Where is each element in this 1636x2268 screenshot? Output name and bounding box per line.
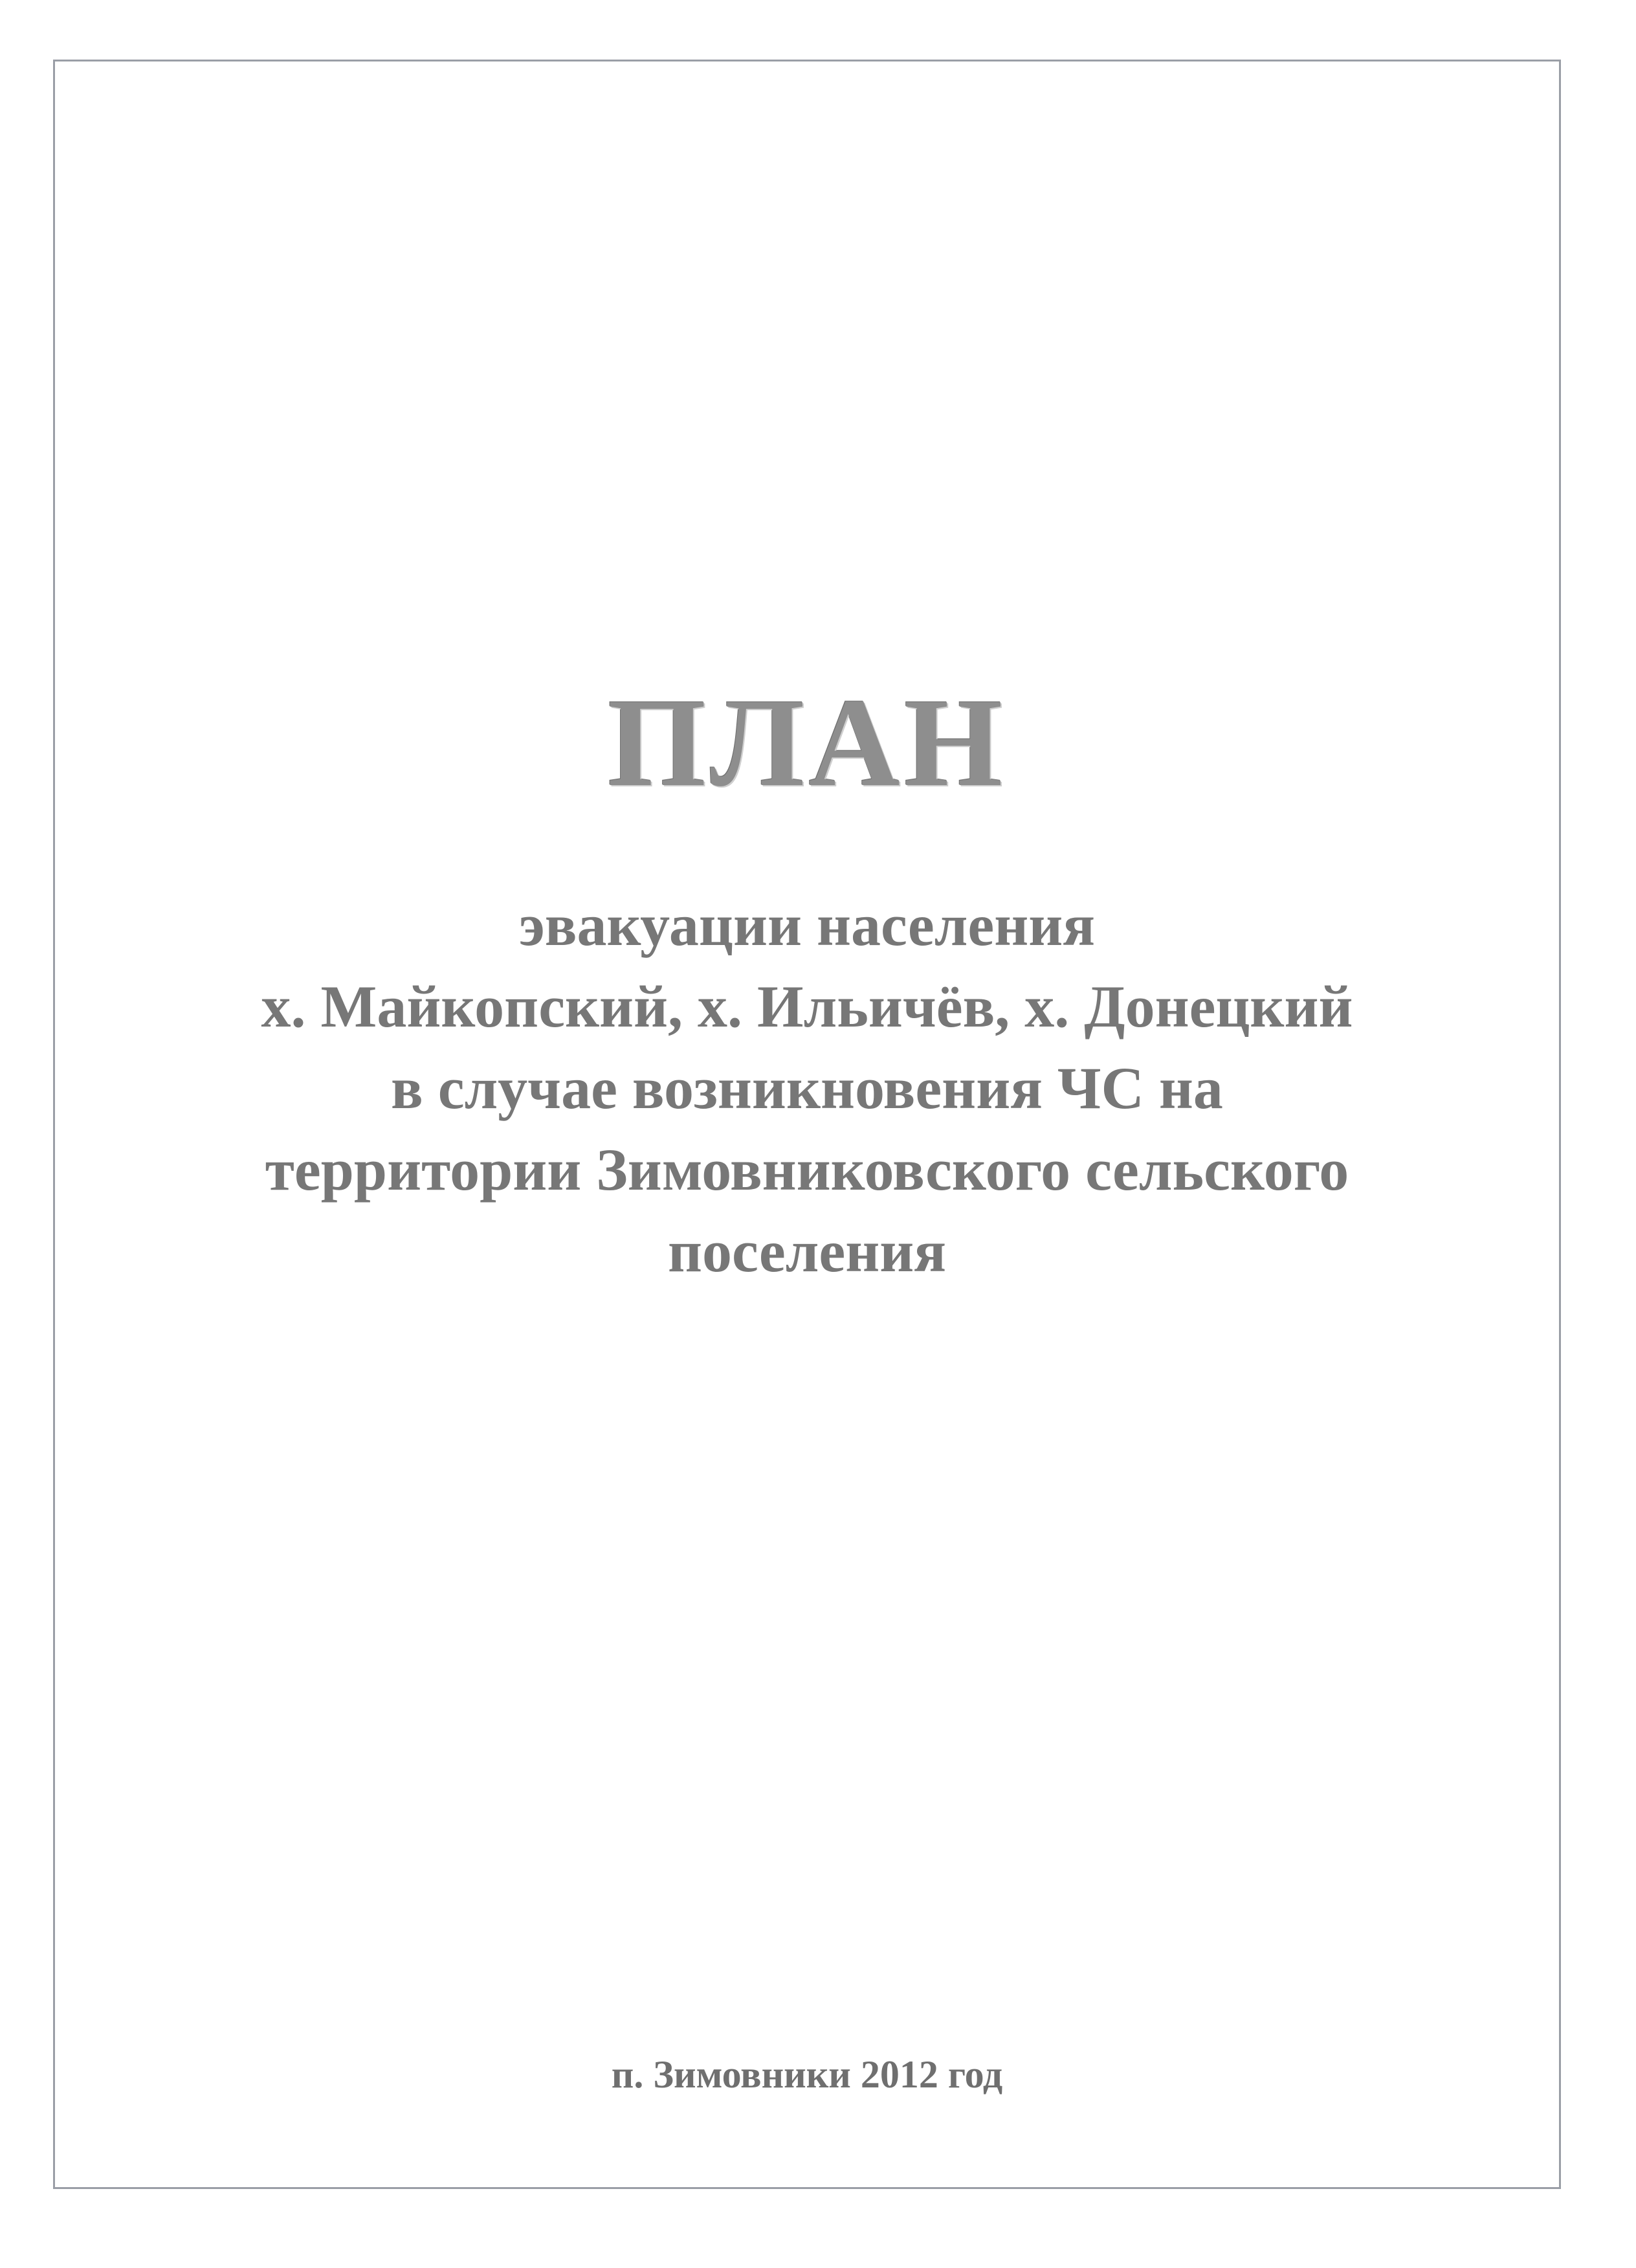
subtitle-line: поселения bbox=[667, 1218, 947, 1284]
subtitle-line: территории Зимовниковского сельского bbox=[265, 1137, 1349, 1203]
subtitle-line: в случае возникновения ЧС на bbox=[391, 1055, 1223, 1121]
place-and-year: п. Зимовники 2012 год bbox=[611, 2053, 1003, 2096]
document-subtitle bbox=[53, 884, 1561, 1292]
document-title: ПЛАН bbox=[607, 673, 1007, 813]
title-block bbox=[53, 673, 1561, 1292]
subtitle-line: эвакуации населения bbox=[519, 892, 1095, 958]
subtitle-line: х. Майкопский, х. Ильичёв, х. Донецкий bbox=[261, 973, 1353, 1040]
